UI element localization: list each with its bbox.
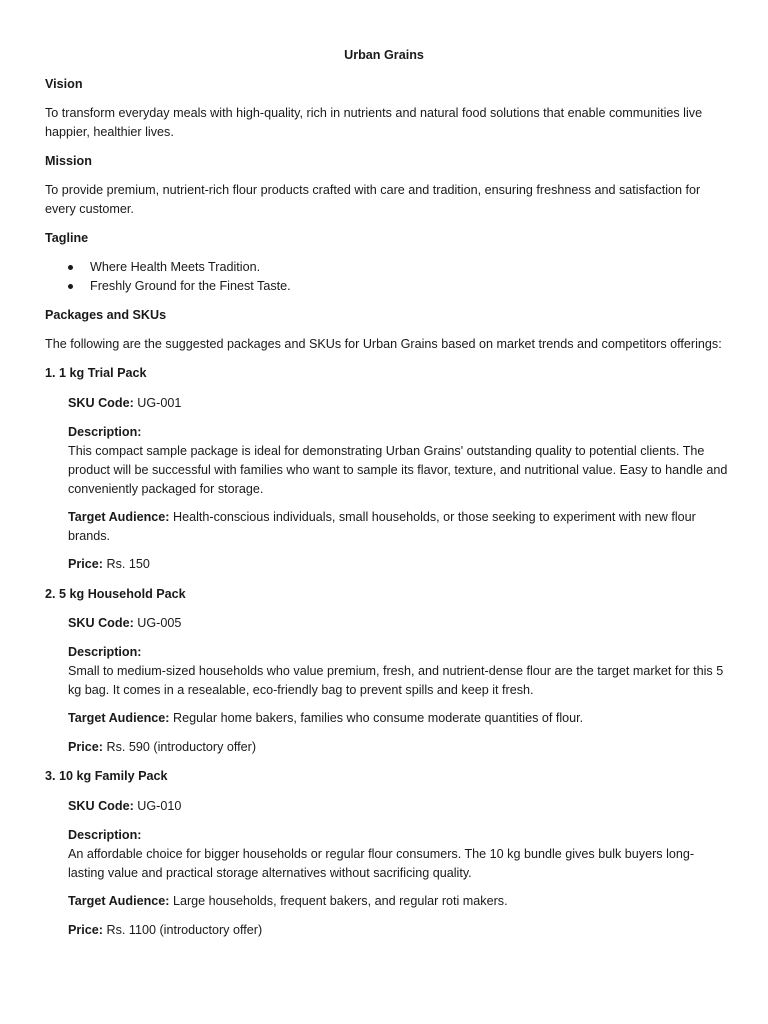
price-value: Rs. 1100 (introductory offer) [106,923,263,937]
package-title: 1. 1 kg Trial Pack [45,366,147,380]
price-line [68,555,728,574]
tagline-list [45,258,725,296]
sku-line [68,394,728,413]
sku-line [68,614,728,633]
audience-line [68,508,728,546]
price-label: Price: [68,923,104,937]
mission-heading: Mission [45,154,92,168]
price-label: Price: [68,740,104,754]
price-line [68,738,728,757]
sku-label: SKU Code: [68,799,134,813]
sku-line [68,797,728,816]
mission-text: To provide premium, nutrient-rich flour products crafted with care and tradition, ensuring freshness and satisfaction for every customer. [45,183,701,216]
tagline-heading: Tagline [45,231,89,245]
audience-label: Target Audience: [68,510,170,524]
audience-text: Health-conscious individuals, small households, or those seeking to experiment with new flour brands. [68,510,696,543]
vision-text: To transform everyday meals with high-quality, rich in nutrients and natural food solutions that enable communities live happier, healthier lives. [45,106,703,139]
packages-intro: The following are the suggested packages and SKUs for Urban Grains based on market trends and competitors offerings: [45,337,722,351]
bullet-icon [68,265,73,270]
package-description: An affordable choice for bigger households or regular flour consumers. The 10 kg bundle gives bulk buyers long-lasting value and practical storage alternatives without sacrificing quality. [68,847,695,880]
vision-heading: Vision [45,77,83,91]
audience-label: Target Audience: [68,894,170,908]
tagline-item-text: Where Health Meets Tradition. [90,260,261,274]
audience-line [68,709,728,728]
price-value: Rs. 590 (introductory offer) [106,740,257,754]
bullet-icon [68,284,73,289]
price-label: Price: [68,557,104,571]
sku-code: UG-010 [137,799,182,813]
document-title: Urban Grains [344,48,424,62]
sku-label: SKU Code: [68,396,134,410]
price-line [68,921,728,940]
packages-heading: Packages and SKUs [45,308,167,322]
audience-line [68,892,728,911]
package-title: 2. 5 kg Household Pack [45,587,186,601]
sku-code: UG-005 [137,616,182,630]
description-label: Description: [68,828,142,842]
audience-label: Target Audience: [68,711,170,725]
description-label: Description: [68,425,142,439]
audience-text: Regular home bakers, families who consume moderate quantities of flour. [172,711,584,725]
sku-code: UG-001 [137,396,182,410]
package-description: Small to medium-sized households who value premium, fresh, and nutrient-dense flour are the target market for this 5 kg bag. It comes in a resealable, eco-friendly bag to prevent spills and keep it fresh. [68,664,724,697]
tagline-item-text: Freshly Ground for the Finest Taste. [90,279,291,293]
description-label: Description: [68,645,142,659]
audience-text: Large households, frequent bakers, and regular roti makers. [172,894,508,908]
tagline-item [45,277,725,296]
package-description: This compact sample package is ideal for demonstrating Urban Grains' outstanding quality to potential clients. The product will be successful with families who want to sample its flavor, texture, and nutritional value. Easy to handle and conveniently packaged for storage. [68,444,728,496]
tagline-item [45,258,725,277]
price-value: Rs. 150 [106,557,150,571]
sku-label: SKU Code: [68,616,134,630]
package-title: 3. 10 kg Family Pack [45,769,168,783]
